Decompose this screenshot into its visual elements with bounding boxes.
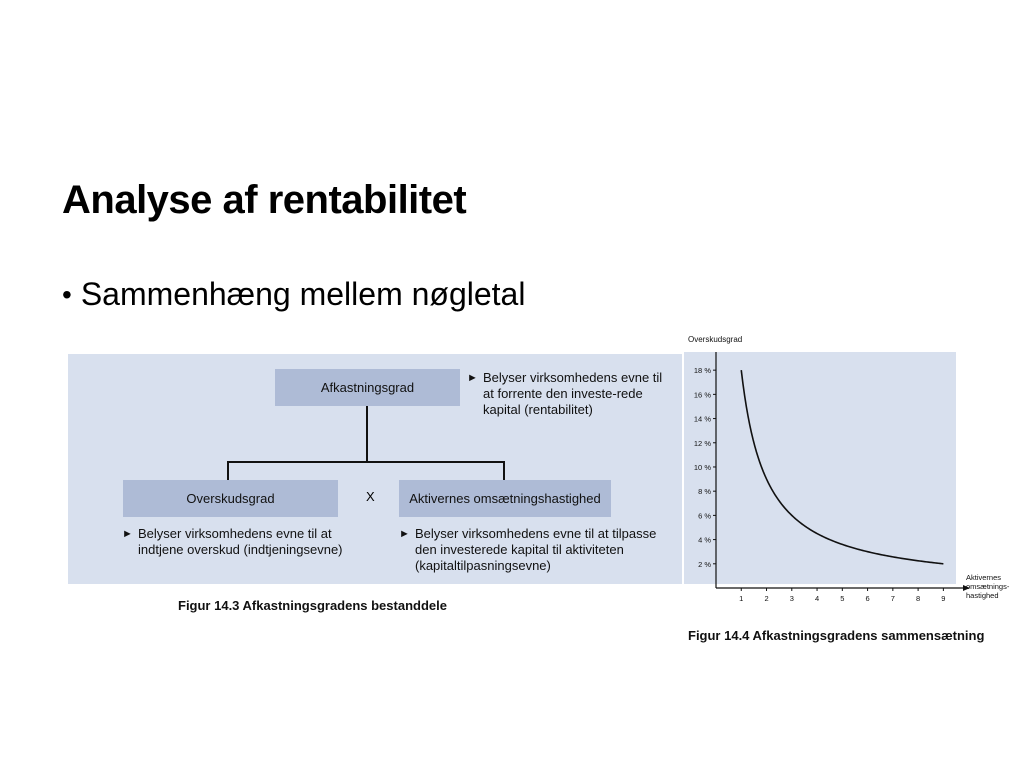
connector-right-drop (503, 461, 505, 480)
x-tick-label: 3 (789, 594, 794, 603)
y-tick-label: 16 % (693, 390, 711, 400)
y-tick-label: 8 % (698, 487, 711, 497)
y-tick-label: 6 % (698, 511, 711, 521)
x-tick-label: 4 (814, 594, 820, 603)
y-tick-label: 10 % (693, 462, 711, 472)
arrow-icon: ► (399, 528, 410, 540)
figure-14-4-caption: Figur 14.4 Afkastningsgradens sammensætning (688, 628, 985, 643)
bullet-dot: • (62, 278, 72, 310)
arrow-icon: ► (122, 528, 133, 540)
overskudsgrad-description-text: Belyser virksomhedens evne til at indtjene overskud (indtjeningsevne) (138, 526, 343, 557)
x-tick-label: 7 (890, 594, 895, 603)
slide-title: Analyse af rentabilitet (62, 178, 467, 222)
x-tick-label: 6 (865, 594, 870, 603)
connector-left-drop (227, 461, 229, 480)
x-tick-label: 1 (739, 594, 744, 603)
x-tick-label: 5 (840, 594, 845, 603)
connector-horizontal (227, 461, 505, 463)
x-tick-label: 2 (764, 594, 769, 603)
y-axis-label: Overskudsgrad (688, 335, 743, 344)
afkastningsgrad-description (467, 370, 667, 418)
chart-background (684, 352, 956, 584)
overskudsgrad-description (122, 526, 352, 558)
y-tick-label: 4 % (698, 535, 711, 545)
omsaetningshastighed-description (399, 526, 669, 574)
arrow-icon: ► (467, 372, 478, 384)
omsaetningshastighed-description-text: Belyser virksomhedens evne til at tilpasse den investerede kapital til aktiviteten (kapitaltilpasningsevne) (415, 526, 657, 573)
y-tick-label: 18 % (693, 366, 711, 376)
figure-14-3-caption: Figur 14.3 Afkastningsgradens bestanddele (178, 598, 447, 613)
afkastningsgrad-description-text: Belyser virksomhedens evne til at forrente den investe-rede kapital (rentabilitet) (483, 370, 663, 417)
x-tick-label: 8 (916, 594, 921, 603)
bullet-text: Sammenhæng mellem nøgletal (80, 276, 526, 312)
multiply-operator: X (366, 489, 375, 504)
y-tick-label: 12 % (693, 438, 711, 448)
afkastningsgrad-box: Afkastningsgrad (275, 369, 460, 406)
y-tick-label: 2 % (698, 559, 711, 569)
x-axis-label: Aktivernes omsætnings-hastighed (966, 573, 1010, 600)
figure-14-3-panel (68, 354, 682, 584)
connector-vertical (366, 406, 368, 462)
bullet-item (62, 276, 525, 313)
x-tick-label: 9 (941, 594, 946, 603)
omsaetningshastighed-box: Aktivernes omsætningshastighed (399, 480, 611, 517)
figure-14-4-chart (684, 330, 1020, 620)
y-tick-label: 14 % (693, 414, 711, 424)
overskudsgrad-box: Overskudsgrad (123, 480, 338, 517)
